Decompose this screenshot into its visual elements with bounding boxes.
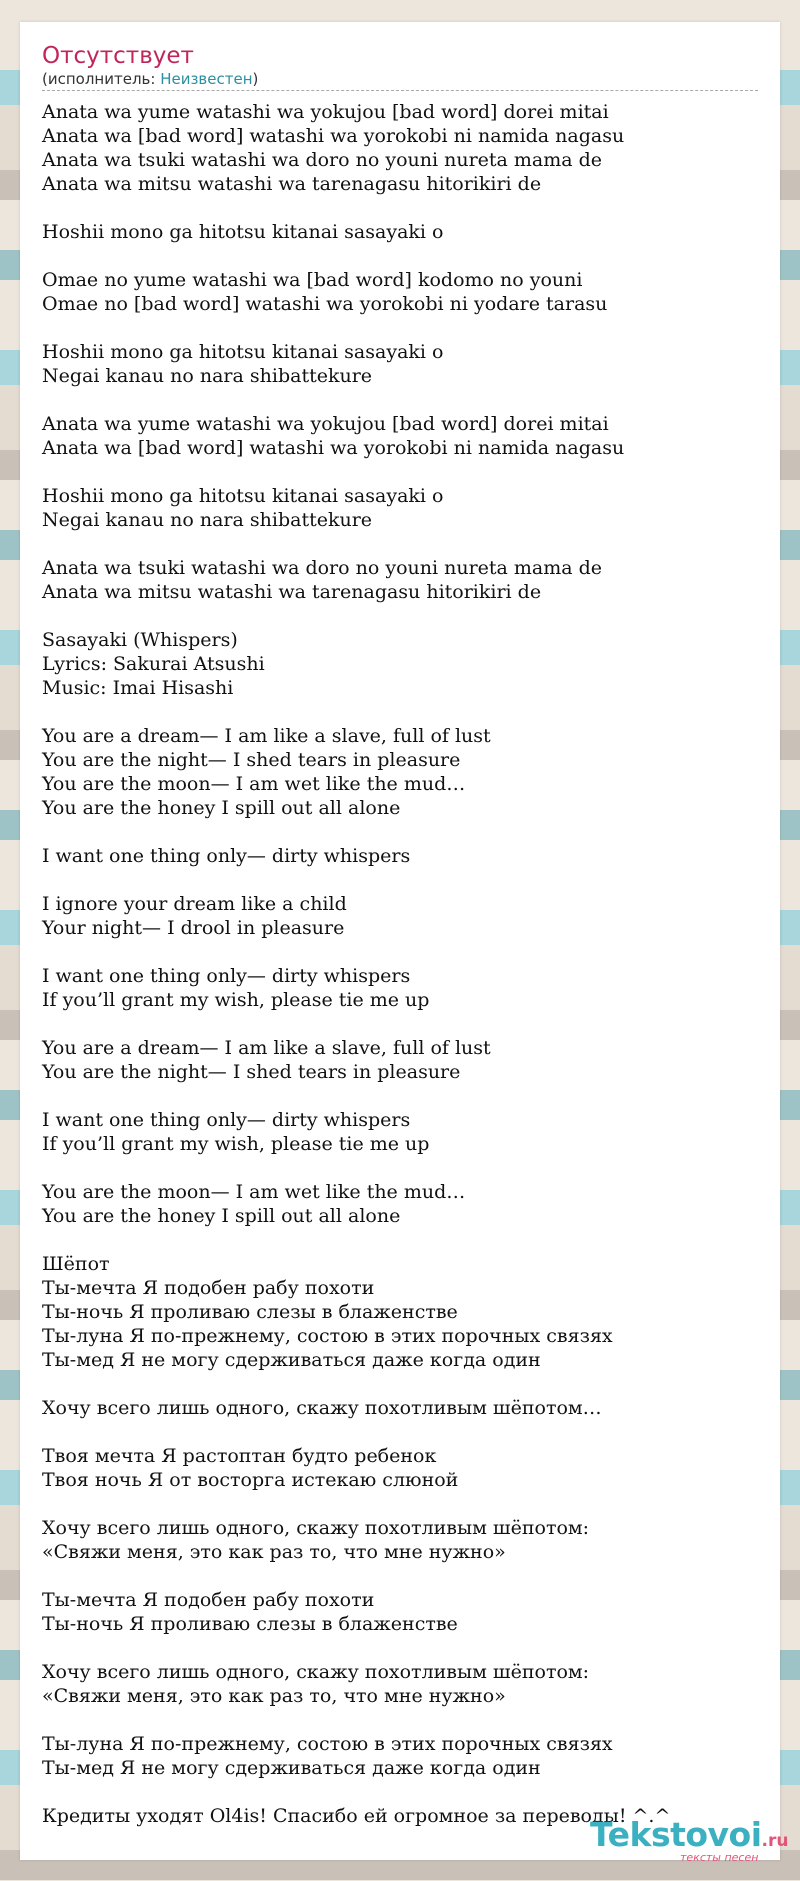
song-header bbox=[42, 42, 758, 91]
lyric-line: You are the night— I shed tears in pleasure bbox=[42, 749, 461, 771]
artist-suffix: ) bbox=[252, 70, 259, 88]
lyrics-stanza bbox=[42, 1588, 772, 1636]
lyric-line: Кредиты уходят Ol4is! Спасибо ей огромное за переводы! ^.^ bbox=[42, 1805, 671, 1827]
lyrics-stanza bbox=[42, 964, 772, 1012]
lyric-line: Ты-ночь Я проливаю слезы в блаженстве bbox=[42, 1301, 458, 1323]
lyric-line: Anata wa mitsu watashi wa tarenagasu hitorikiri de bbox=[42, 173, 542, 195]
lyric-line: Hoshii mono ga hitotsu kitanai sasayaki o bbox=[42, 485, 444, 507]
artist-line bbox=[42, 70, 758, 91]
lyric-line: You are a dream— I am like a slave, full of lust bbox=[42, 1037, 491, 1059]
lyric-line: Ты-ночь Я проливаю слезы в блаженстве bbox=[42, 1613, 458, 1635]
lyric-line: Anata wa yume watashi wa yokujou [bad word] dorei mitai bbox=[42, 413, 609, 435]
lyrics-stanza bbox=[42, 1252, 772, 1372]
lyrics-stanza bbox=[42, 1396, 772, 1420]
lyric-line: Anata wa yume watashi wa yokujou [bad word] dorei mitai bbox=[42, 101, 609, 123]
lyric-line: Anata wa mitsu watashi wa tarenagasu hitorikiri de bbox=[42, 581, 542, 603]
lyric-line: Anata wa [bad word] watashi wa yorokobi ni namida nagasu bbox=[42, 125, 625, 147]
lyric-line: Hoshii mono ga hitotsu kitanai sasayaki o bbox=[42, 221, 444, 243]
lyric-line: Ты-мед Я не могу сдерживаться даже когда один bbox=[42, 1349, 541, 1371]
lyric-line: Хочу всего лишь одного, скажу похотливым шёпотом: bbox=[42, 1661, 590, 1683]
lyric-line: Negai kanau no nara shibattekure bbox=[42, 509, 373, 531]
lyric-line: Твоя ночь Я от восторга истекаю слюной bbox=[42, 1469, 459, 1491]
lyrics-stanza bbox=[42, 340, 772, 388]
lyric-line: Хочу всего лишь одного, скажу похотливым шёпотом: bbox=[42, 1517, 590, 1539]
lyric-line: If you’ll grant my wish, please tie me up bbox=[42, 1133, 430, 1155]
artist-prefix: (исполнитель: bbox=[42, 70, 161, 88]
lyric-line: Шёпот bbox=[42, 1253, 110, 1275]
lyrics-stanza bbox=[42, 844, 772, 868]
lyric-line: Anata wa tsuki watashi wa doro no youni nureta mama de bbox=[42, 149, 603, 171]
lyrics-stanza bbox=[42, 1660, 772, 1708]
lyric-line: Ты-мечта Я подобен рабу похоти bbox=[42, 1277, 375, 1299]
lyric-line: Ты-луна Я по-прежнему, состою в этих порочных связях bbox=[42, 1733, 613, 1755]
lyric-line: You are the honey I spill out all alone bbox=[42, 797, 401, 819]
lyric-line: I ignore your dream like a child bbox=[42, 893, 347, 915]
lyric-line: «Свяжи меня, это как раз то, что мне нужно» bbox=[42, 1541, 506, 1563]
lyric-line: You are the night— I shed tears in pleasure bbox=[42, 1061, 461, 1083]
lyrics-stanza bbox=[42, 1516, 772, 1564]
lyrics-stanza bbox=[42, 1036, 772, 1084]
lyrics-stanza bbox=[42, 412, 772, 460]
lyric-line: I want one thing only— dirty whispers bbox=[42, 845, 411, 867]
lyrics-stanza bbox=[42, 556, 772, 604]
lyrics-stanza bbox=[42, 484, 772, 532]
lyric-line: Ты-мечта Я подобен рабу похоти bbox=[42, 1589, 375, 1611]
song-title: Отсутствует bbox=[42, 43, 194, 69]
logo-tld: .ru bbox=[761, 1831, 789, 1851]
lyrics-stanza bbox=[42, 220, 772, 244]
lyric-line: Omae no yume watashi wa [bad word] kodomo no youni bbox=[42, 269, 583, 291]
lyric-line: «Свяжи меня, это как раз то, что мне нужно» bbox=[42, 1685, 506, 1707]
lyric-line: Anata wa [bad word] watashi wa yorokobi ni namida nagasu bbox=[42, 437, 625, 459]
logo-name: Tekstovoi bbox=[590, 1815, 762, 1854]
lyrics-stanza bbox=[42, 724, 772, 820]
lyric-line: Hoshii mono ga hitotsu kitanai sasayaki o bbox=[42, 341, 444, 363]
lyrics-stanza bbox=[42, 1732, 772, 1780]
lyrics-text bbox=[42, 100, 772, 1852]
lyric-line: Lyrics: Sakurai Atsushi bbox=[42, 653, 265, 675]
lyric-line: Your night— I drool in pleasure bbox=[42, 917, 345, 939]
lyric-line: You are the honey I spill out all alone bbox=[42, 1205, 401, 1227]
lyric-line: You are the moon— I am wet like the mud… bbox=[42, 1181, 466, 1203]
site-logo[interactable] bbox=[590, 1815, 789, 1864]
lyric-line: I want one thing only— dirty whispers bbox=[42, 965, 411, 987]
lyric-line: Твоя мечта Я растоптан будто ребенок bbox=[42, 1445, 437, 1467]
lyric-line: Ты-луна Я по-прежнему, состою в этих порочных связях bbox=[42, 1325, 613, 1347]
artist-link[interactable]: Неизвестен bbox=[160, 70, 253, 88]
lyric-line: Ты-мед Я не могу сдерживаться даже когда один bbox=[42, 1757, 541, 1779]
lyrics-stanza bbox=[42, 1180, 772, 1228]
lyric-line: You are the moon— I am wet like the mud… bbox=[42, 773, 466, 795]
lyric-line: Negai kanau no nara shibattekure bbox=[42, 365, 373, 387]
lyrics-stanza bbox=[42, 1444, 772, 1492]
lyric-line: Omae no [bad word] watashi wa yorokobi ni yodare tarasu bbox=[42, 293, 608, 315]
lyrics-stanza bbox=[42, 100, 772, 196]
lyric-line: Хочу всего лишь одного, скажу похотливым шёпотом… bbox=[42, 1397, 602, 1419]
lyrics-stanza bbox=[42, 1108, 772, 1156]
lyrics-stanza bbox=[42, 628, 772, 700]
lyric-line: Music: Imai Hisashi bbox=[42, 677, 234, 699]
lyric-line: If you’ll grant my wish, please tie me up bbox=[42, 989, 430, 1011]
lyric-line: Sasayaki (Whispers) bbox=[42, 629, 238, 651]
lyrics-card bbox=[20, 22, 789, 1864]
lyric-line: I want one thing only— dirty whispers bbox=[42, 1109, 411, 1131]
lyrics-stanza bbox=[42, 892, 772, 940]
lyrics-stanza bbox=[42, 268, 772, 316]
logo-tagline: тексты песен bbox=[680, 1851, 759, 1864]
lyric-line: Anata wa tsuki watashi wa doro no youni nureta mama de bbox=[42, 557, 603, 579]
lyric-line: You are a dream— I am like a slave, full of lust bbox=[42, 725, 491, 747]
